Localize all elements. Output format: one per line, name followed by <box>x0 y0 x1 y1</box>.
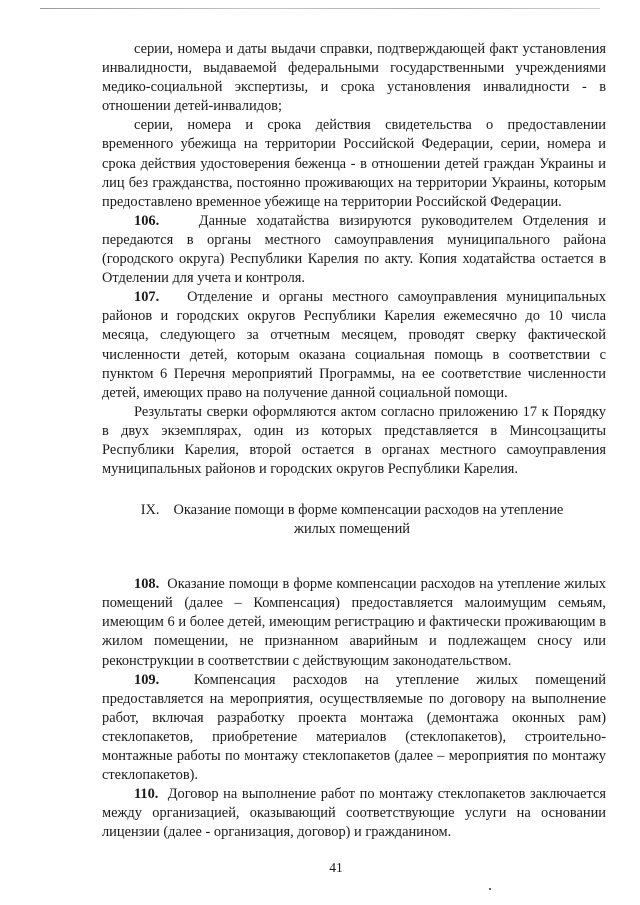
section-heading-ix <box>102 501 606 539</box>
paragraph-refugee-certificate <box>102 116 606 211</box>
paragraph-text: Данные ходатайства визируются руководителем Отделения и передаются в органы местного самоуправления муниципального района (городского округа) Республики Карелия по акту. Копия ходатайства остается в Отделении для учета и контроля. <box>102 212 606 287</box>
paragraph-number: 106. <box>134 212 160 229</box>
paragraph-text: серии, номера и даты выдачи справки, подтверждающей факт установления инвалидности, выдаваемой федеральными государственными учреждениями медико-социальной экспертизы, и срока установления инвалидности - в отношении детей-инвалидов; <box>102 41 606 115</box>
paragraph-text: Результаты сверки оформляются актом согласно приложению 17 к Порядку в двух экземплярах, один из которых представляется в Минсоцзащиты Республики Карелия, второй остается в органах местного самоуправления муниципальных районов и городских округов Республики Карелия. <box>102 403 606 478</box>
paragraph-text: Договор на выполнение работ по монтажу стеклопакетов заключается между организацией, оказывающий соответствующие услуги на основании лицензии (далее - организация, договор) и гражданином. <box>102 786 606 841</box>
section-spacer <box>102 557 606 575</box>
paragraph-110 <box>102 785 606 842</box>
section-roman-numeral: IX. <box>140 502 160 519</box>
paragraph-text: серии, номера и срока действия свидетельства о предоставлении временного убежища на территории Российской Федерации, серии, номера и срока действия удостоверения беженца - в отношении детей граждан Украины и лиц без гражданства, постоянно проживающих на территории Украины, которым предоставлено временное убежище на территории Российской Федерации. <box>102 117 606 210</box>
paragraph-text: Оказание помощи в форме компенсации расходов на утепление жилых помещений (далее – Компенсация) предоставляется малоимущим семьям, имеющим 6 и более детей, имеющим регистрацию и фактически проживающим в жилом помещении, не признанном аварийным и подлежащем сносу или реконструкции в соответствии с действующим законодательством. <box>102 576 606 669</box>
paragraph-108 <box>102 575 606 670</box>
paragraph-107 <box>102 288 606 403</box>
paragraph-106 <box>102 212 606 288</box>
paragraph-disability-certificate <box>102 40 606 116</box>
paragraph-text: Компенсация расходов на утепление жилых помещений предоставляется на мероприятия, осуществляемые по договору на выполнение работ, включая разработку проекта монтажа (демонтажа оконных рам) стеклопакетов, приобретение материалов (стеклопакетов), строительно-монтажные работы по монтажу стеклопакетов (далее – мероприятия по монтажу стеклопакетов). <box>102 671 606 784</box>
scan-speck <box>489 888 491 890</box>
document-page <box>102 40 606 842</box>
page-number: 41 <box>329 860 343 875</box>
paragraph-reconciliation-results <box>102 403 606 479</box>
paragraph-number: 108. <box>134 576 160 593</box>
paragraph-number: 110. <box>134 786 159 803</box>
paragraph-number: 107. <box>134 289 160 306</box>
scan-edge-line <box>40 8 600 9</box>
paragraph-number: 109. <box>134 671 160 688</box>
paragraph-109 <box>102 671 606 786</box>
section-title: Оказание помощи в форме компенсации расходов на утепление жилых помещений <box>173 502 564 538</box>
paragraph-text: Отделение и органы местного самоуправления муниципальных районов и городских округов Республики Карелия ежемесячно до 10 числа месяца, следующего за отчетным месяцем, проводят сверку фактической численности детей, которым оказана социальная помощь в соответствии с пунктом 6 Перечня мероприятий Программы, на ее соответствие численности детей, имеющих право на получение данной социальной помощи. <box>102 289 606 401</box>
